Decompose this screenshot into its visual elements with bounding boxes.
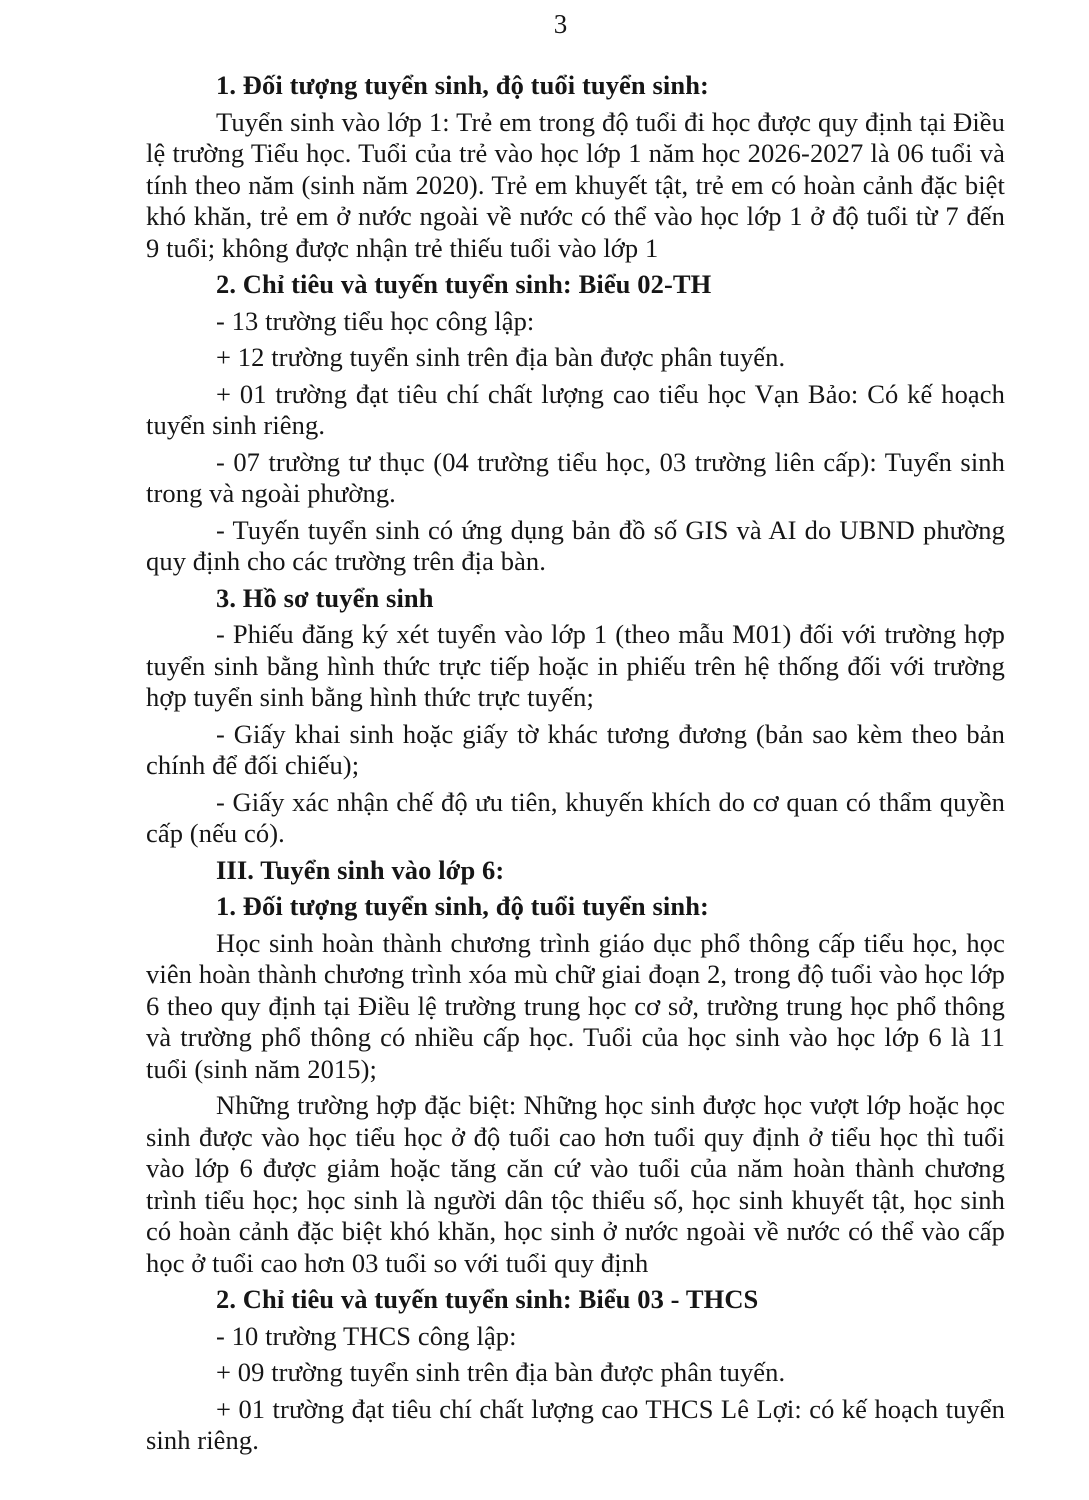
paragraph: Những trường hợp đặc biệt: Những học sinh được học vượt lớp hoặc học sinh được vào học tiểu học ở độ tuổi cao hơn tuổi quy định ở tiểu học thì tuổi vào lớp 6 được giảm hoặc tăng căn cứ vào tuổi của năm hoàn thành chương trình tiểu học; học sinh là người dân tộc thiểu số, học sinh khuyết tật, học sinh có hoàn cảnh đặc biệt khó khăn, học sinh ở nước ngoài về nước có thể vào cấp học ở tuổi cao hơn 03 tuổi so với tuổi quy định (146, 1090, 1005, 1278)
section-heading: 3. Hồ sơ tuyển sinh (216, 582, 434, 613)
section-heading: III. Tuyển sinh vào lớp 6: (216, 854, 505, 885)
section-heading: 1. Đối tượng tuyển sinh, độ tuổi tuyển sinh: (216, 70, 709, 100)
list-item: - Phiếu đăng ký xét tuyển vào lớp 1 (theo mẫu M01) đối với trường hợp tuyển sinh bằng hình thức trực tiếp hoặc in phiếu trên hệ thống đối với trường hợp tuyển sinh bằng hình thức trực tuyến; (146, 619, 1005, 712)
list-item: + 01 trường đạt tiêu chí chất lượng cao tiểu học Vạn Bảo: Có kế hoạch tuyển sinh riêng. (146, 378, 1005, 440)
paragraph: Tuyển sinh vào lớp 1: Trẻ em trong độ tuổi đi học được quy định tại Điều lệ trường Tiểu học. Tuổi của trẻ vào học lớp 1 năm học 2026-2027 là 06 tuổi và tính theo năm (sinh năm 2020). Trẻ em khuyết tật, trẻ em có hoàn cảnh đặc biệt khó khăn, trẻ em ở nước ngoài về nước có thể vào học lớp 1 ở độ tuổi từ 7 đến 9 tuổi; không được nhận trẻ thiếu tuổi vào lớp 1 (146, 106, 1005, 263)
list-item: - Tuyến tuyển sinh có ứng dụng bản đồ số GIS và AI do UBND phường quy định cho các trường trên địa bàn. (146, 514, 1005, 576)
list-item: - 10 trường THCS công lập: (216, 1320, 517, 1351)
list-item: - Giấy khai sinh hoặc giấy tờ khác tương đương (bản sao kèm theo bản chính để đối chiếu); (146, 718, 1005, 780)
list-item: + 09 trường tuyển sinh trên địa bàn được phân tuyến. (216, 1357, 786, 1387)
list-item: + 12 trường tuyển sinh trên địa bàn được phân tuyến. (216, 342, 786, 372)
list-item: - Giấy xác nhận chế độ ưu tiên, khuyến khích do cơ quan có thẩm quyền cấp (nếu có). (146, 786, 1005, 848)
document-body (146, 70, 1005, 1457)
list-item: + 01 trường đạt tiêu chí chất lượng cao THCS Lê Lợi: có kế hoạch tuyển sinh riêng. (146, 1393, 1005, 1455)
section-heading: 2. Chỉ tiêu và tuyến tuyển sinh: Biểu 02-TH (216, 269, 712, 299)
section-heading: 2. Chỉ tiêu và tuyến tuyển sinh: Biểu 03 - THCS (216, 1284, 759, 1314)
paragraph: Học sinh hoàn thành chương trình giáo dục phổ thông cấp tiểu học, học viên hoàn thành chương trình xóa mù chữ giai đoạn 2, trong độ tuổi vào học lớp 6 theo quy định tại Điều lệ trường trung học cơ sở, trường trung học phổ thông và trường phổ thông có nhiều cấp học. Tuổi của học sinh vào học lớp 6 là 11 tuổi (sinh năm 2015); (146, 927, 1005, 1084)
list-item: - 13 trường tiểu học công lập: (216, 305, 535, 336)
page-number: 3 (553, 9, 568, 39)
list-item: - 07 trường tư thục (04 trường tiểu học, 03 trường liên cấp): Tuyển sinh trong và ngoài phường. (146, 446, 1005, 508)
section-heading: 1. Đối tượng tuyển sinh, độ tuổi tuyển sinh: (216, 891, 709, 921)
